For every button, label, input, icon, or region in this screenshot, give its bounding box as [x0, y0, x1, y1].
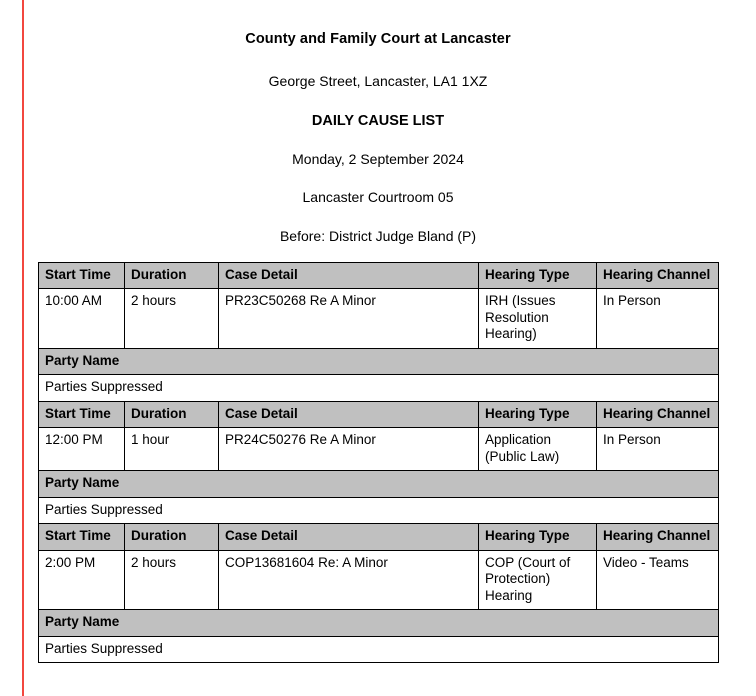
column-header-start-time: Start Time: [39, 401, 125, 427]
column-header-party-name: Party Name: [39, 471, 719, 497]
court-address: George Street, Lancaster, LA1 1XZ: [268, 73, 488, 89]
table-row: [39, 428, 719, 471]
cell-hearing-type: IRH (Issues Resolution Hearing): [479, 289, 597, 348]
column-header-hearing-channel: Hearing Channel: [597, 401, 719, 427]
party-header-row: [39, 610, 719, 636]
cell-duration: 1 hour: [125, 428, 219, 471]
cell-hearing-channel: Video - Teams: [597, 550, 719, 609]
party-value-row: [39, 497, 719, 523]
cell-start-time: 12:00 PM: [39, 428, 125, 471]
document-heading: [0, 0, 756, 244]
party-header-row: [39, 348, 719, 374]
column-header-duration: Duration: [125, 263, 219, 289]
cell-party-name: Parties Suppressed: [39, 497, 719, 523]
cell-hearing-channel: In Person: [597, 428, 719, 471]
column-header-hearing-channel: Hearing Channel: [597, 263, 719, 289]
party-value-row: [39, 636, 719, 662]
cell-hearing-type: COP (Court of Protection) Hearing: [479, 550, 597, 609]
list-date: Monday, 2 September 2024: [292, 151, 464, 167]
cell-duration: 2 hours: [125, 550, 219, 609]
column-header-hearing-type: Hearing Type: [479, 263, 597, 289]
cell-start-time: 2:00 PM: [39, 550, 125, 609]
party-value-row: [39, 375, 719, 401]
column-header-case-detail: Case Detail: [219, 263, 479, 289]
column-header-duration: Duration: [125, 401, 219, 427]
column-header-start-time: Start Time: [39, 524, 125, 550]
cause-list-table: [38, 262, 719, 663]
table-row: [39, 550, 719, 609]
party-header-row: [39, 471, 719, 497]
column-header-party-name: Party Name: [39, 610, 719, 636]
judge-label: Before: District Judge Bland (P): [279, 228, 477, 244]
column-header-duration: Duration: [125, 524, 219, 550]
column-header-start-time: Start Time: [39, 263, 125, 289]
cell-case-detail: COP13681604 Re: A Minor: [219, 550, 479, 609]
column-header-party-name: Party Name: [39, 348, 719, 374]
cell-case-detail: PR23C50268 Re A Minor: [219, 289, 479, 348]
cause-list-table-wrapper: [38, 244, 718, 663]
cell-start-time: 10:00 AM: [39, 289, 125, 348]
table-header-row: [39, 263, 719, 289]
column-header-case-detail: Case Detail: [219, 524, 479, 550]
column-header-case-detail: Case Detail: [219, 401, 479, 427]
cell-hearing-channel: In Person: [597, 289, 719, 348]
column-header-hearing-type: Hearing Type: [479, 524, 597, 550]
column-header-hearing-type: Hearing Type: [479, 401, 597, 427]
cell-party-name: Parties Suppressed: [39, 375, 719, 401]
table-header-row: [39, 524, 719, 550]
cell-party-name: Parties Suppressed: [39, 636, 719, 662]
table-header-row: [39, 401, 719, 427]
cell-case-detail: PR24C50276 Re A Minor: [219, 428, 479, 471]
table-row: [39, 289, 719, 348]
courtroom-label: Lancaster Courtroom 05: [302, 189, 454, 205]
page-title: DAILY CAUSE LIST: [311, 113, 445, 129]
cell-hearing-type: Application (Public Law): [479, 428, 597, 471]
column-header-hearing-channel: Hearing Channel: [597, 524, 719, 550]
cell-duration: 2 hours: [125, 289, 219, 348]
court-title: County and Family Court at Lancaster: [245, 31, 511, 47]
